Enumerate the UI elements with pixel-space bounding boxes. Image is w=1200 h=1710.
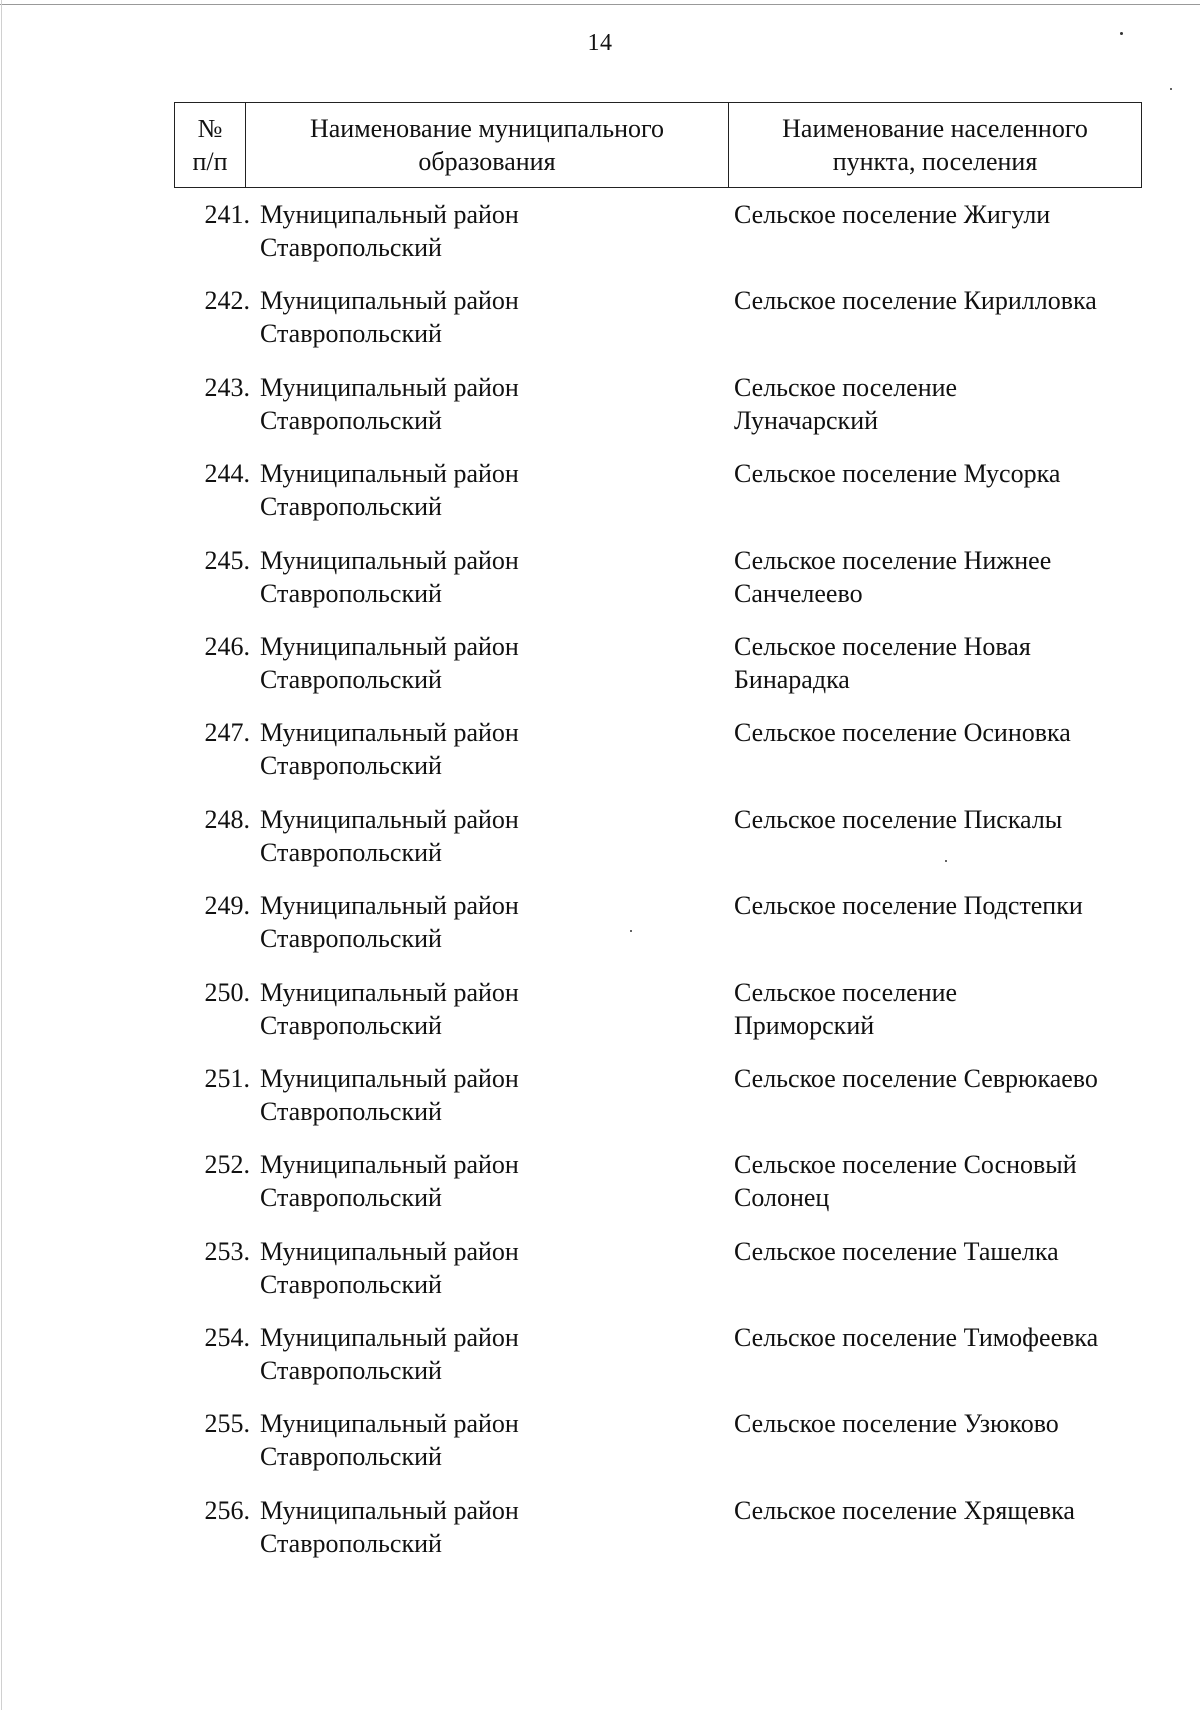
table-row [174, 1407, 1142, 1493]
scan-speck [1170, 88, 1172, 90]
header-number-line1: № [197, 114, 223, 143]
row-municipality-line2: Ставропольский [260, 1356, 442, 1386]
row-municipality-line1: Муниципальный район [260, 372, 519, 402]
header-number-column [175, 103, 246, 187]
table-row [174, 1148, 1142, 1234]
row-municipality-line2: Ставропольский [260, 837, 442, 867]
table-row [174, 1494, 1142, 1580]
table-row [174, 889, 1142, 975]
row-number: 250. [204, 977, 250, 1007]
table-row [174, 1062, 1142, 1148]
row-settlement [734, 803, 1142, 889]
row-municipality-line2: Ставропольский [260, 1269, 442, 1299]
row-municipality-line2: Ставропольский [260, 578, 442, 608]
table-row [174, 803, 1142, 889]
row-settlement-line1: Сельское поселение Хрящевка [734, 1495, 1075, 1525]
row-settlement-line2: Солонец [734, 1183, 830, 1213]
header-settlement-line2: пункта, поселения [832, 147, 1038, 176]
scan-edge-left [1, 0, 2, 1710]
row-municipality [250, 976, 734, 1062]
row-municipality-line2: Ставропольский [260, 1442, 442, 1472]
row-number: 248. [204, 804, 250, 834]
scan-edge-top [0, 4, 1200, 5]
row-settlement [734, 544, 1142, 630]
row-municipality-line1: Муниципальный район [260, 1236, 519, 1266]
header-settlement-line1: Наименование населенного [782, 114, 1088, 143]
row-settlement-line1: Сельское поселение Ташелка [734, 1236, 1059, 1266]
row-municipality-line2: Ставропольский [260, 1010, 442, 1040]
row-municipality-line1: Муниципальный район [260, 1323, 519, 1353]
row-settlement-line1: Сельское поселение [734, 977, 958, 1007]
row-municipality-line1: Муниципальный район [260, 286, 519, 316]
row-municipality [250, 284, 734, 370]
row-number: 252. [204, 1150, 250, 1180]
scan-speck [945, 860, 947, 862]
table-row [174, 284, 1142, 370]
table-row [174, 1321, 1142, 1407]
row-municipality-line1: Муниципальный район [260, 1409, 519, 1439]
row-settlement [734, 716, 1142, 802]
header-number-line2: п/п [192, 147, 228, 176]
row-settlement-line2: Луначарский [734, 405, 879, 435]
row-municipality [250, 889, 734, 975]
row-settlement-line1: Сельское поселение Пискалы [734, 804, 1063, 834]
row-settlement [734, 1321, 1142, 1407]
row-settlement-line1: Сельское поселение [734, 372, 958, 402]
row-municipality [250, 371, 734, 457]
table-header [174, 102, 1142, 188]
table-row [174, 630, 1142, 716]
row-municipality-line2: Ставропольский [260, 492, 442, 522]
row-municipality-line1: Муниципальный район [260, 1495, 519, 1525]
header-settlement-column [729, 103, 1141, 187]
row-municipality [250, 544, 734, 630]
row-municipality-line1: Муниципальный район [260, 891, 519, 921]
table-row [174, 716, 1142, 802]
header-municipality-column [246, 103, 729, 187]
row-municipality-line1: Муниципальный район [260, 804, 519, 834]
row-settlement-line2: Приморский [734, 1010, 875, 1040]
row-municipality-line1: Муниципальный район [260, 1063, 519, 1093]
row-settlement [734, 1235, 1142, 1321]
row-number: 245. [204, 545, 250, 575]
row-municipality-line1: Муниципальный район [260, 459, 519, 489]
table-row [174, 976, 1142, 1062]
row-municipality [250, 1321, 734, 1407]
row-settlement-line1: Сельское поселение Нижнее [734, 545, 1052, 575]
row-municipality [250, 198, 734, 284]
row-settlement [734, 1062, 1142, 1148]
row-settlement-line2: Бинарадка [734, 664, 850, 694]
row-settlement [734, 630, 1142, 716]
row-municipality-line1: Муниципальный район [260, 977, 519, 1007]
row-municipality-line1: Муниципальный район [260, 1150, 519, 1180]
row-municipality-line1: Муниципальный район [260, 718, 519, 748]
header-municipality-line1: Наименование муниципального [309, 114, 665, 143]
table-row [174, 544, 1142, 630]
row-municipality-line2: Ставропольский [260, 319, 442, 349]
row-settlement [734, 371, 1142, 457]
row-municipality-line2: Ставропольский [260, 1183, 442, 1213]
row-municipality [250, 803, 734, 889]
row-settlement [734, 1148, 1142, 1234]
scan-speck [1120, 32, 1123, 35]
row-municipality [250, 1148, 734, 1234]
row-settlement-line2: Санчелеево [734, 578, 863, 608]
row-municipality [250, 716, 734, 802]
row-settlement [734, 198, 1142, 284]
row-settlement-line1: Сельское поселение Осиновка [734, 718, 1071, 748]
row-number: 253. [204, 1236, 250, 1266]
row-number: 243. [204, 372, 250, 402]
row-settlement-line1: Сельское поселение Подстепки [734, 891, 1083, 921]
table-row [174, 1235, 1142, 1321]
row-municipality-line2: Ставропольский [260, 751, 442, 781]
row-settlement [734, 976, 1142, 1062]
row-municipality [250, 1407, 734, 1493]
row-settlement [734, 284, 1142, 370]
row-number: 255. [204, 1409, 250, 1439]
row-settlement-line1: Сельское поселение Узюково [734, 1409, 1059, 1439]
row-settlement-line1: Сельское поселение Кирилловка [734, 286, 1097, 316]
row-municipality [250, 1235, 734, 1321]
row-municipality-line2: Ставропольский [260, 1096, 442, 1126]
row-municipality [250, 457, 734, 543]
row-number: 244. [204, 459, 250, 489]
table-row [174, 371, 1142, 457]
table-body [174, 198, 1142, 1580]
page-number: 14 [587, 30, 613, 56]
row-municipality-line2: Ставропольский [260, 405, 442, 435]
row-settlement-line1: Сельское поселение Мусорка [734, 459, 1061, 489]
row-settlement-line1: Сельское поселение Сосновый [734, 1150, 1077, 1180]
row-municipality-line1: Муниципальный район [260, 545, 519, 575]
row-number: 246. [204, 631, 250, 661]
row-municipality-line1: Муниципальный район [260, 631, 519, 661]
row-municipality [250, 1494, 734, 1580]
header-municipality-line2: образования [418, 147, 556, 176]
row-municipality-line1: Муниципальный район [260, 200, 519, 229]
row-municipality-line2: Ставропольский [260, 664, 442, 694]
row-number: 249. [204, 891, 250, 921]
row-number: 241. [204, 200, 250, 229]
row-settlement-line1: Сельское поселение Жигули [734, 200, 1051, 229]
row-number: 242. [204, 286, 250, 316]
table-row [174, 198, 1142, 284]
scan-speck [630, 930, 632, 932]
row-municipality-line2: Ставропольский [260, 233, 442, 262]
row-municipality-line2: Ставропольский [260, 1528, 442, 1558]
row-municipality-line2: Ставропольский [260, 924, 442, 954]
row-number: 256. [204, 1495, 250, 1525]
row-number: 251. [204, 1063, 250, 1093]
row-number: 247. [204, 718, 250, 748]
row-municipality [250, 1062, 734, 1148]
row-number: 254. [204, 1323, 250, 1353]
row-settlement-line1: Сельское поселение Севрюкаево [734, 1063, 1098, 1093]
row-settlement-line1: Сельское поселение Тимофеевка [734, 1323, 1099, 1353]
row-settlement [734, 457, 1142, 543]
row-settlement-line1: Сельское поселение Новая [734, 631, 1031, 661]
row-settlement [734, 889, 1142, 975]
row-municipality [250, 630, 734, 716]
row-settlement [734, 1407, 1142, 1493]
table-row [174, 457, 1142, 543]
row-settlement [734, 1494, 1142, 1580]
